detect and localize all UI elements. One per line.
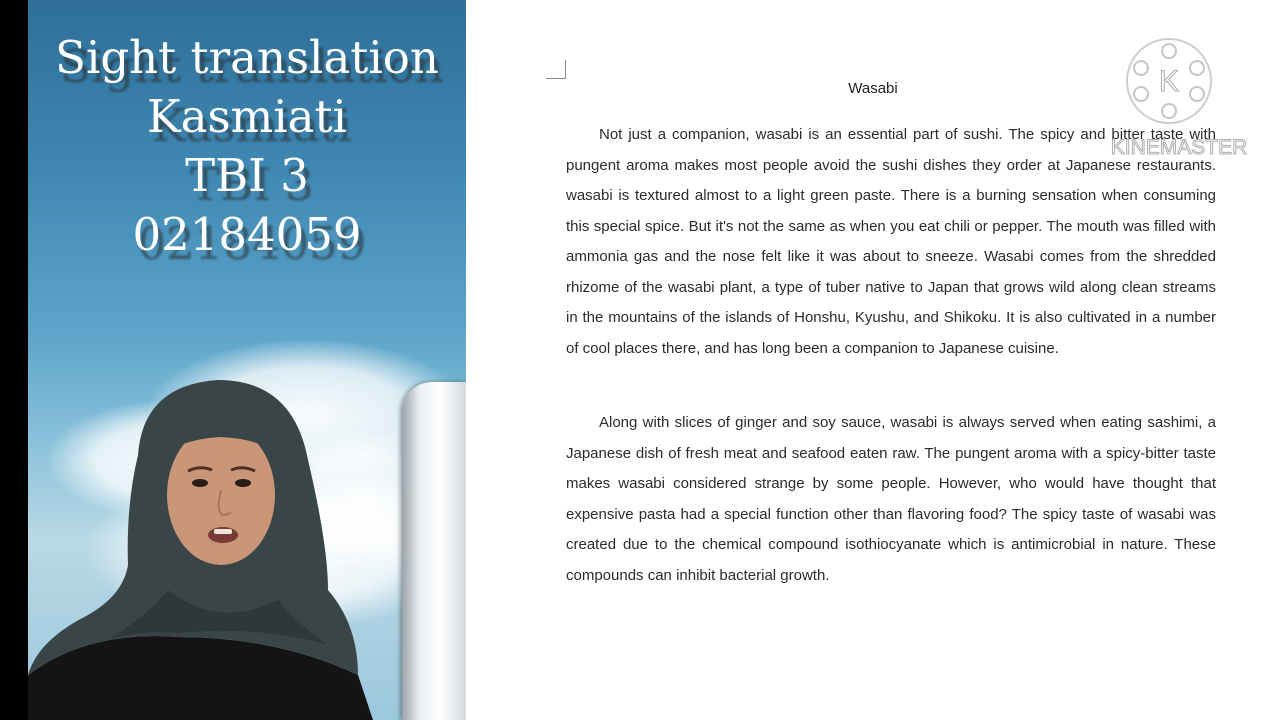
overlay-title: Sight translation xyxy=(55,31,439,84)
kinemaster-logo-icon xyxy=(1124,36,1214,126)
teeth xyxy=(214,529,232,534)
document-title: Wasabi xyxy=(848,80,898,97)
overlay-student-id: 02184059 xyxy=(132,208,362,261)
presenter-figure xyxy=(28,375,418,720)
presenter-face xyxy=(167,425,275,565)
title-overlay xyxy=(28,28,466,264)
watermark-logo-letter: K xyxy=(1158,65,1180,98)
left-eye xyxy=(192,479,208,487)
overlay-name: Kasmiati xyxy=(147,90,347,143)
kinemaster-watermark xyxy=(1110,36,1248,166)
page-corner-mark xyxy=(546,60,566,79)
document-paragraph: Along with slices of ginger and soy sauce, wasabi is always served when eating sashimi, a Japanese dish of fresh meat and seafood eaten raw. The pungent aroma with a spicy-bitter taste makes wasabi considered strange by some people. However, who would have thought that expensive pasta had a special function other than flavoring food? The spicy taste of wasabi was created due to the chemical compound isothiocyanate which is antimicrobial in nature. These compounds can inhibit bacterial growth. xyxy=(566,414,1216,584)
right-eye xyxy=(235,479,251,487)
document-paragraph: Not just a companion, wasabi is an essential part of sushi. The spicy and bitter taste with pungent aroma makes most people avoid the sushi dishes they order at Japanese restaurants. wasabi is textured almost to a light green paste. There is a burning sensation when consuming this special spice. But it's not the same as when you eat chili or pepper. The mouth was filled with ammonia gas and the nose felt like it was about to sneeze. Wasabi comes from the shredded rhizome of the wasabi plant, a type of tuber native to Japan that grows wild along clean streams in the mountains of the islands of Honshu, Kyushu, and Shikoku. It is also cultivated in a number of cool places there, and has long been a companion to Japanese cuisine. xyxy=(566,126,1216,357)
overlay-class: TBI 3 xyxy=(185,149,309,202)
presenter-video-panel xyxy=(28,0,466,720)
watermark-text: KINEMASTER xyxy=(1110,136,1248,159)
